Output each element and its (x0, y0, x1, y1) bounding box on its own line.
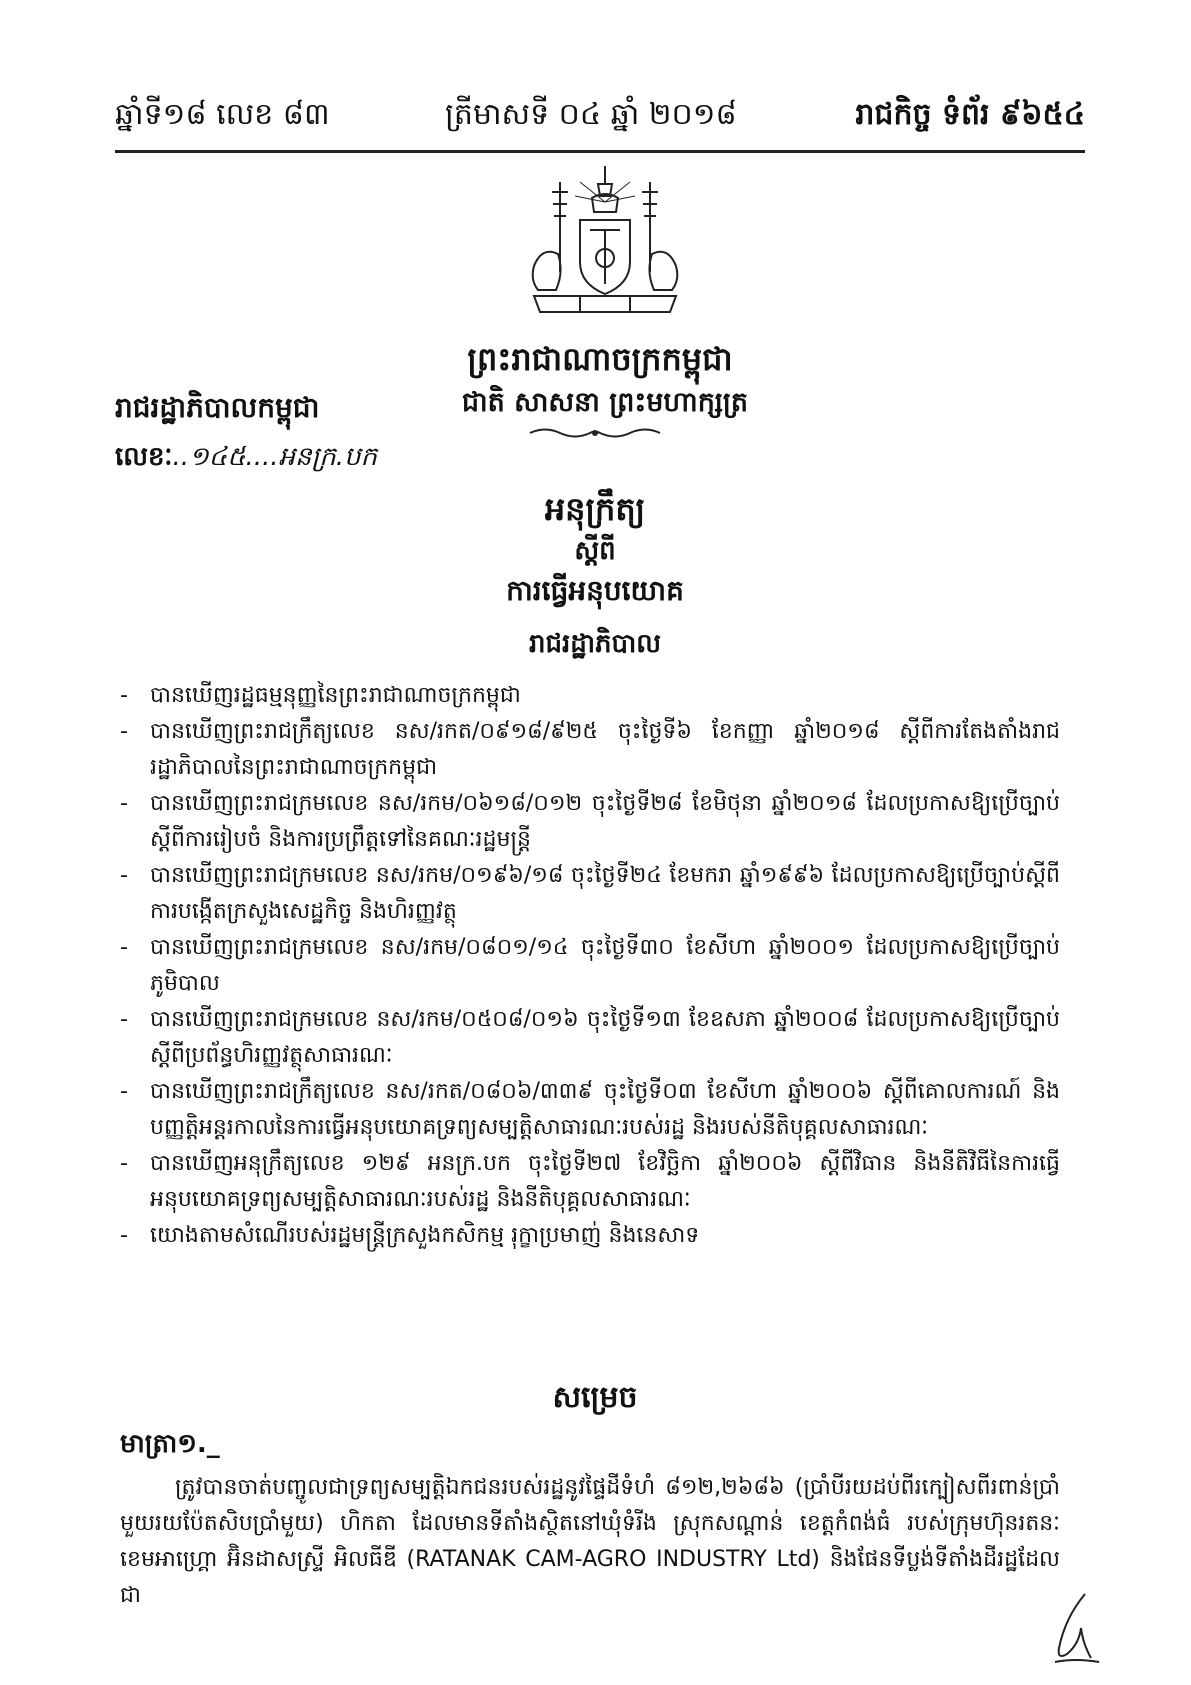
article-heading: មាត្រា១._ (120, 1429, 220, 1459)
article-text: ត្រូវបានចាត់បញ្ចូលជាទ្រព្យសម្បត្តិឯកជនរបស់រដ្ឋនូវផ្ទៃដីទំហំ ៨១២,២៦៨៦ (ប្រាំបីរយដប់ពីរក្បៀសពីរពាន់ប្រាំមួយរយប៉ែតសិបប្រាំមួយ) ហិកតា ដែលមានទីតាំងស្ថិតនៅឃុំទំរីង ស្រុកសណ្ដាន់ ខេត្តកំពង់ធំ របស់ក្រុមហ៊ុនរតនៈ ខេមអាហ្គ្រោ អ៊ិនដាសស្ទ្រី អិលធីឌី (RATANAK CAM-AGRO INDUSTRY Ltd) និងផែនទីប្លង់ទីតាំងដីរដ្ឋដែលជា (120, 1475, 1060, 1608)
document-number-handwritten: ..១៤៥....អនក្រ.បក (172, 442, 378, 472)
document-topic: ការធ្វើអនុបយោគ (506, 574, 684, 607)
royal-coat-of-arms-icon (520, 162, 690, 330)
ornament-divider-icon (525, 424, 665, 442)
list-item: - យោងតាមសំណើរបស់រដ្ឋមន្ត្រីក្រសួងកសិកម្ម រុក្ខាប្រមាញ់ និងនេសាទ (120, 1218, 1060, 1254)
list-item: - បានឃើញព្រះរាជក្រមលេខ នស/រកម/០១៩៦/១៨ ចុះថ្ងៃទី២៤ ខែមករា ឆ្នាំ១៩៩៦ ដែលប្រកាសឱ្យប្រើច្បាប់ស្តីពីការបង្កើតក្រសួងសេដ្ឋកិច្ច និងហិរញ្ញវត្ថុ (120, 858, 1060, 930)
government-name: រាជរដ្ឋាភិបាលកម្ពុជា (115, 391, 320, 424)
header-page-number: រាជកិច្ច ទំព័រ ៩៦៥៤ (855, 97, 1085, 132)
header-divider (115, 150, 1085, 153)
list-item: - បានឃើញរដ្ឋធម្មនុញ្ញនៃព្រះរាជាណាចក្រកម្ពុជា (120, 678, 1060, 714)
list-item: - បានឃើញព្រះរាជក្រឹត្យលេខ នស/រកត/០៩១៨/៩២៥ ចុះថ្ងៃទី៦ ខែកញ្ញា ឆ្នាំ២០១៨ ស្តីពីការតែងតាំងរាជរដ្ឋាភិបាលនៃព្រះរាជាណាចក្រកម្ពុជា (120, 714, 1060, 786)
list-item: - បានឃើញអនុក្រឹត្យលេខ ១២៩ អនក្រ.បក ចុះថ្ងៃទី២៧ ខែវិច្ឆិកា ឆ្នាំ២០០៦ ស្តីពីវិធាន និងនីតិវិធីនៃការធ្វើអនុបយោគទ្រព្យសម្បត្តិសាធារណៈរបស់រដ្ឋ និងនីតិបុគ្គលសាធារណៈ (120, 1146, 1060, 1218)
header-year-issue: ឆ្នាំទី១៨ លេខ ៨៣ (115, 97, 330, 132)
document-number (115, 440, 377, 474)
handwritten-initial-icon (1045, 1588, 1105, 1668)
list-item: - បានឃើញព្រះរាជក្រឹត្យលេខ នស/រកត/០៨០៦/៣៣៩ ចុះថ្ងៃទី០៣ ខែសីហា ឆ្នាំ២០០៦ ស្តីពីគោលការណ៍ និងបញ្ញត្តិអន្តរកាលនៃការធ្វើអនុបយោគទ្រព្យសម្បត្តិសាធារណៈរបស់រដ្ឋ និងរបស់នីតិបុគ្គលសាធារណៈ (120, 1074, 1060, 1146)
decides-heading: សម្រេច (552, 1380, 638, 1415)
kingdom-title: ព្រះរាជាណាចក្រកម្ពុជា (467, 340, 733, 378)
document-number-prefix: លេខៈ (115, 442, 173, 472)
national-motto: ជាតិ សាសនា ព្រះមហាក្សត្រ (461, 387, 749, 418)
document-on: ស្តីពី (574, 536, 616, 566)
header-quarter: ត្រីមាសទី ០៤ ឆ្នាំ ២០១៨ (445, 97, 737, 132)
issuing-authority: រាជរដ្ឋាភិបាល (528, 629, 662, 659)
document-type: អនុក្រឹត្យ (544, 490, 646, 528)
list-item: - បានឃើញព្រះរាជក្រមលេខ នស/រកម/០៨០១/១៤ ចុះថ្ងៃទី៣០ ខែសីហា ឆ្នាំ២០០១ ដែលប្រកាសឱ្យប្រើច្បាប់ភូមិបាល (120, 930, 1060, 1002)
list-item: - បានឃើញព្រះរាជក្រមលេខ នស/រកម/០៥០៨/០១៦ ចុះថ្ងៃទី១៣ ខែឧសភា ឆ្នាំ២០០៨ ដែលប្រកាសឱ្យប្រើច្បាប់ស្តីពីប្រព័ន្ធហិរញ្ញវត្ថុសាធារណៈ (120, 1002, 1060, 1074)
visa-list (120, 678, 1060, 1254)
gazette-header (115, 95, 1085, 145)
list-item: - បានឃើញព្រះរាជក្រមលេខ នស/រកម/០៦១៨/០១២ ចុះថ្ងៃទី២៨ ខែមិថុនា ឆ្នាំ២០១៨ ដែលប្រកាសឱ្យប្រើច្បាប់ស្តីពីការរៀបចំ និងការប្រព្រឹត្តទៅនៃគណៈរដ្ឋមន្ត្រី (120, 786, 1060, 858)
